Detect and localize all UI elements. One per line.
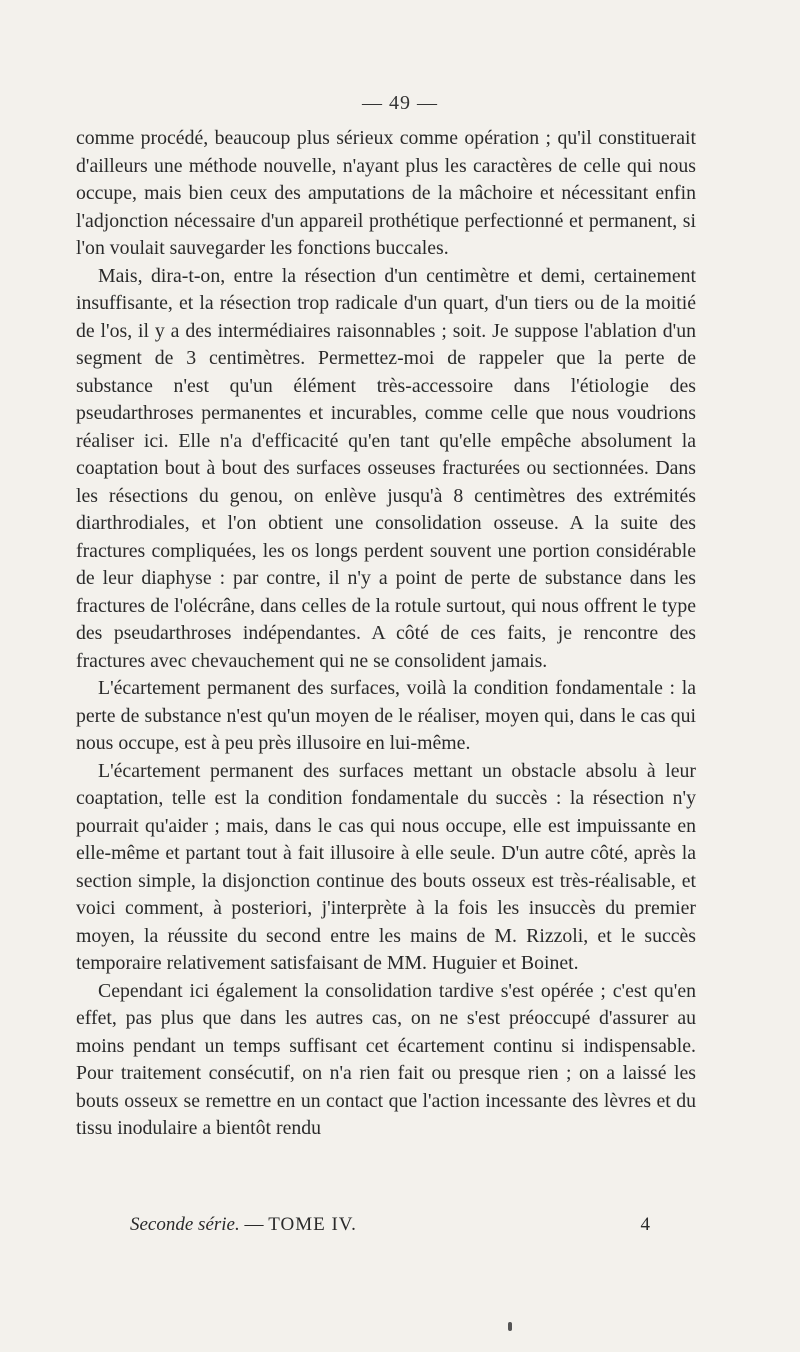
paragraph-3: L'écartement permanent des surfaces, voilà la condition fondamentale : la perte de substance n'est qu'un moyen de le réaliser, moyen qui, dans le cas qui nous occupe, est à peu près illusoire en lui-même. <box>76 677 696 754</box>
paragraph-4: L'écartement permanent des surfaces mettant un obstacle absolu à leur coaptation, telle est la condition fondamentale du succès : la résection n'y pourrait qu'aider ; mais, dans le cas qui nous occupe, elle est impuissante en elle-même et partant tout à fait illusoire à elle seule. D'un autre côté, après la section simple, la disjonction continue des bouts osseux est très-réalisable, et voici comment, à posteriori, j'interprète à la fois les insuccès du premier moyen, la réussite du second entre les mains de M. Rizzoli, et le succès temporaire relativement satisfaisant de MM. Huguier et Boinet. <box>76 759 696 974</box>
footer-separator: — <box>244 1214 264 1235</box>
paragraph-1: comme procédé, beaucoup plus sérieux comme opération ; qu'il constituerait d'ailleurs une méthode nouvelle, n'ayant plus les caractères de celle qui nous occupe, mais bien ceux des amputations de la mâchoire et nécessitant enfin l'adjonction nécessaire d'un appareil prothétique perfectionné et permanent, si l'on voulait sauvegarder les fonctions buccales. <box>76 127 696 259</box>
paragraph-5: Cependant ici également la consolidation tardive s'est opérée ; c'est qu'en effet, pas plus que dans les autres cas, on ne s'est préoccupé d'assurer au moins pendant un temps suffisant cet écartement continu si indispensable. Pour traitement consécutif, on n'a rien fait ou presque rien ; on a laissé les bouts osseux se remettre en un contact que l'action incessante des lèvres et du tissu inodulaire a bientôt rendu <box>76 979 696 1139</box>
footer-signature-line <box>130 1214 357 1236</box>
page-footer <box>130 1214 650 1236</box>
footer-sheet-number: 4 <box>640 1214 650 1235</box>
ink-speck <box>508 1322 512 1331</box>
footer-tome: TOME IV. <box>268 1214 357 1235</box>
page-number-header: — 49 — <box>362 92 438 114</box>
paragraph-2: Mais, dira-t-on, entre la résection d'un centimètre et demi, certainement insuffisante, et la résection trop radicale d'un quart, d'un tiers ou de la moitié de l'os, il y a des intermédiaires raisonnables ; soit. Je suppose l'ablation d'un segment de 3 centimètres. Permettez-moi de rappeler que la perte de substance n'est qu'un élément très-accessoire dans l'étiologie des pseudarthroses permanentes et incurables, comme celle que nous voudrions réaliser ici. Elle n'a d'efficacité qu'en tant qu'elle empêche absolument la coaptation bout à bout des surfaces osseuses fracturées ou sectionnées. Dans les résections du genou, on enlève jusqu'à 8 centimètres des extrémités diarthrodiales, et l'on obtient une consolidation osseuse. A la suite des fractures compliquées, les os longs perdent souvent une portion considérable de leur diaphyse : par contre, il n'y a point de perte de substance dans les fractures de l'olécrâne, dans celles de la rotule surtout, qui nous offrent le type des pseudarthroses indépendantes. A côté de ces faits, je rencontre des fractures avec chevauchement qui ne se consolident jamais. <box>76 264 696 672</box>
page-body-text <box>76 125 696 1143</box>
footer-series: Seconde série. <box>130 1214 240 1235</box>
